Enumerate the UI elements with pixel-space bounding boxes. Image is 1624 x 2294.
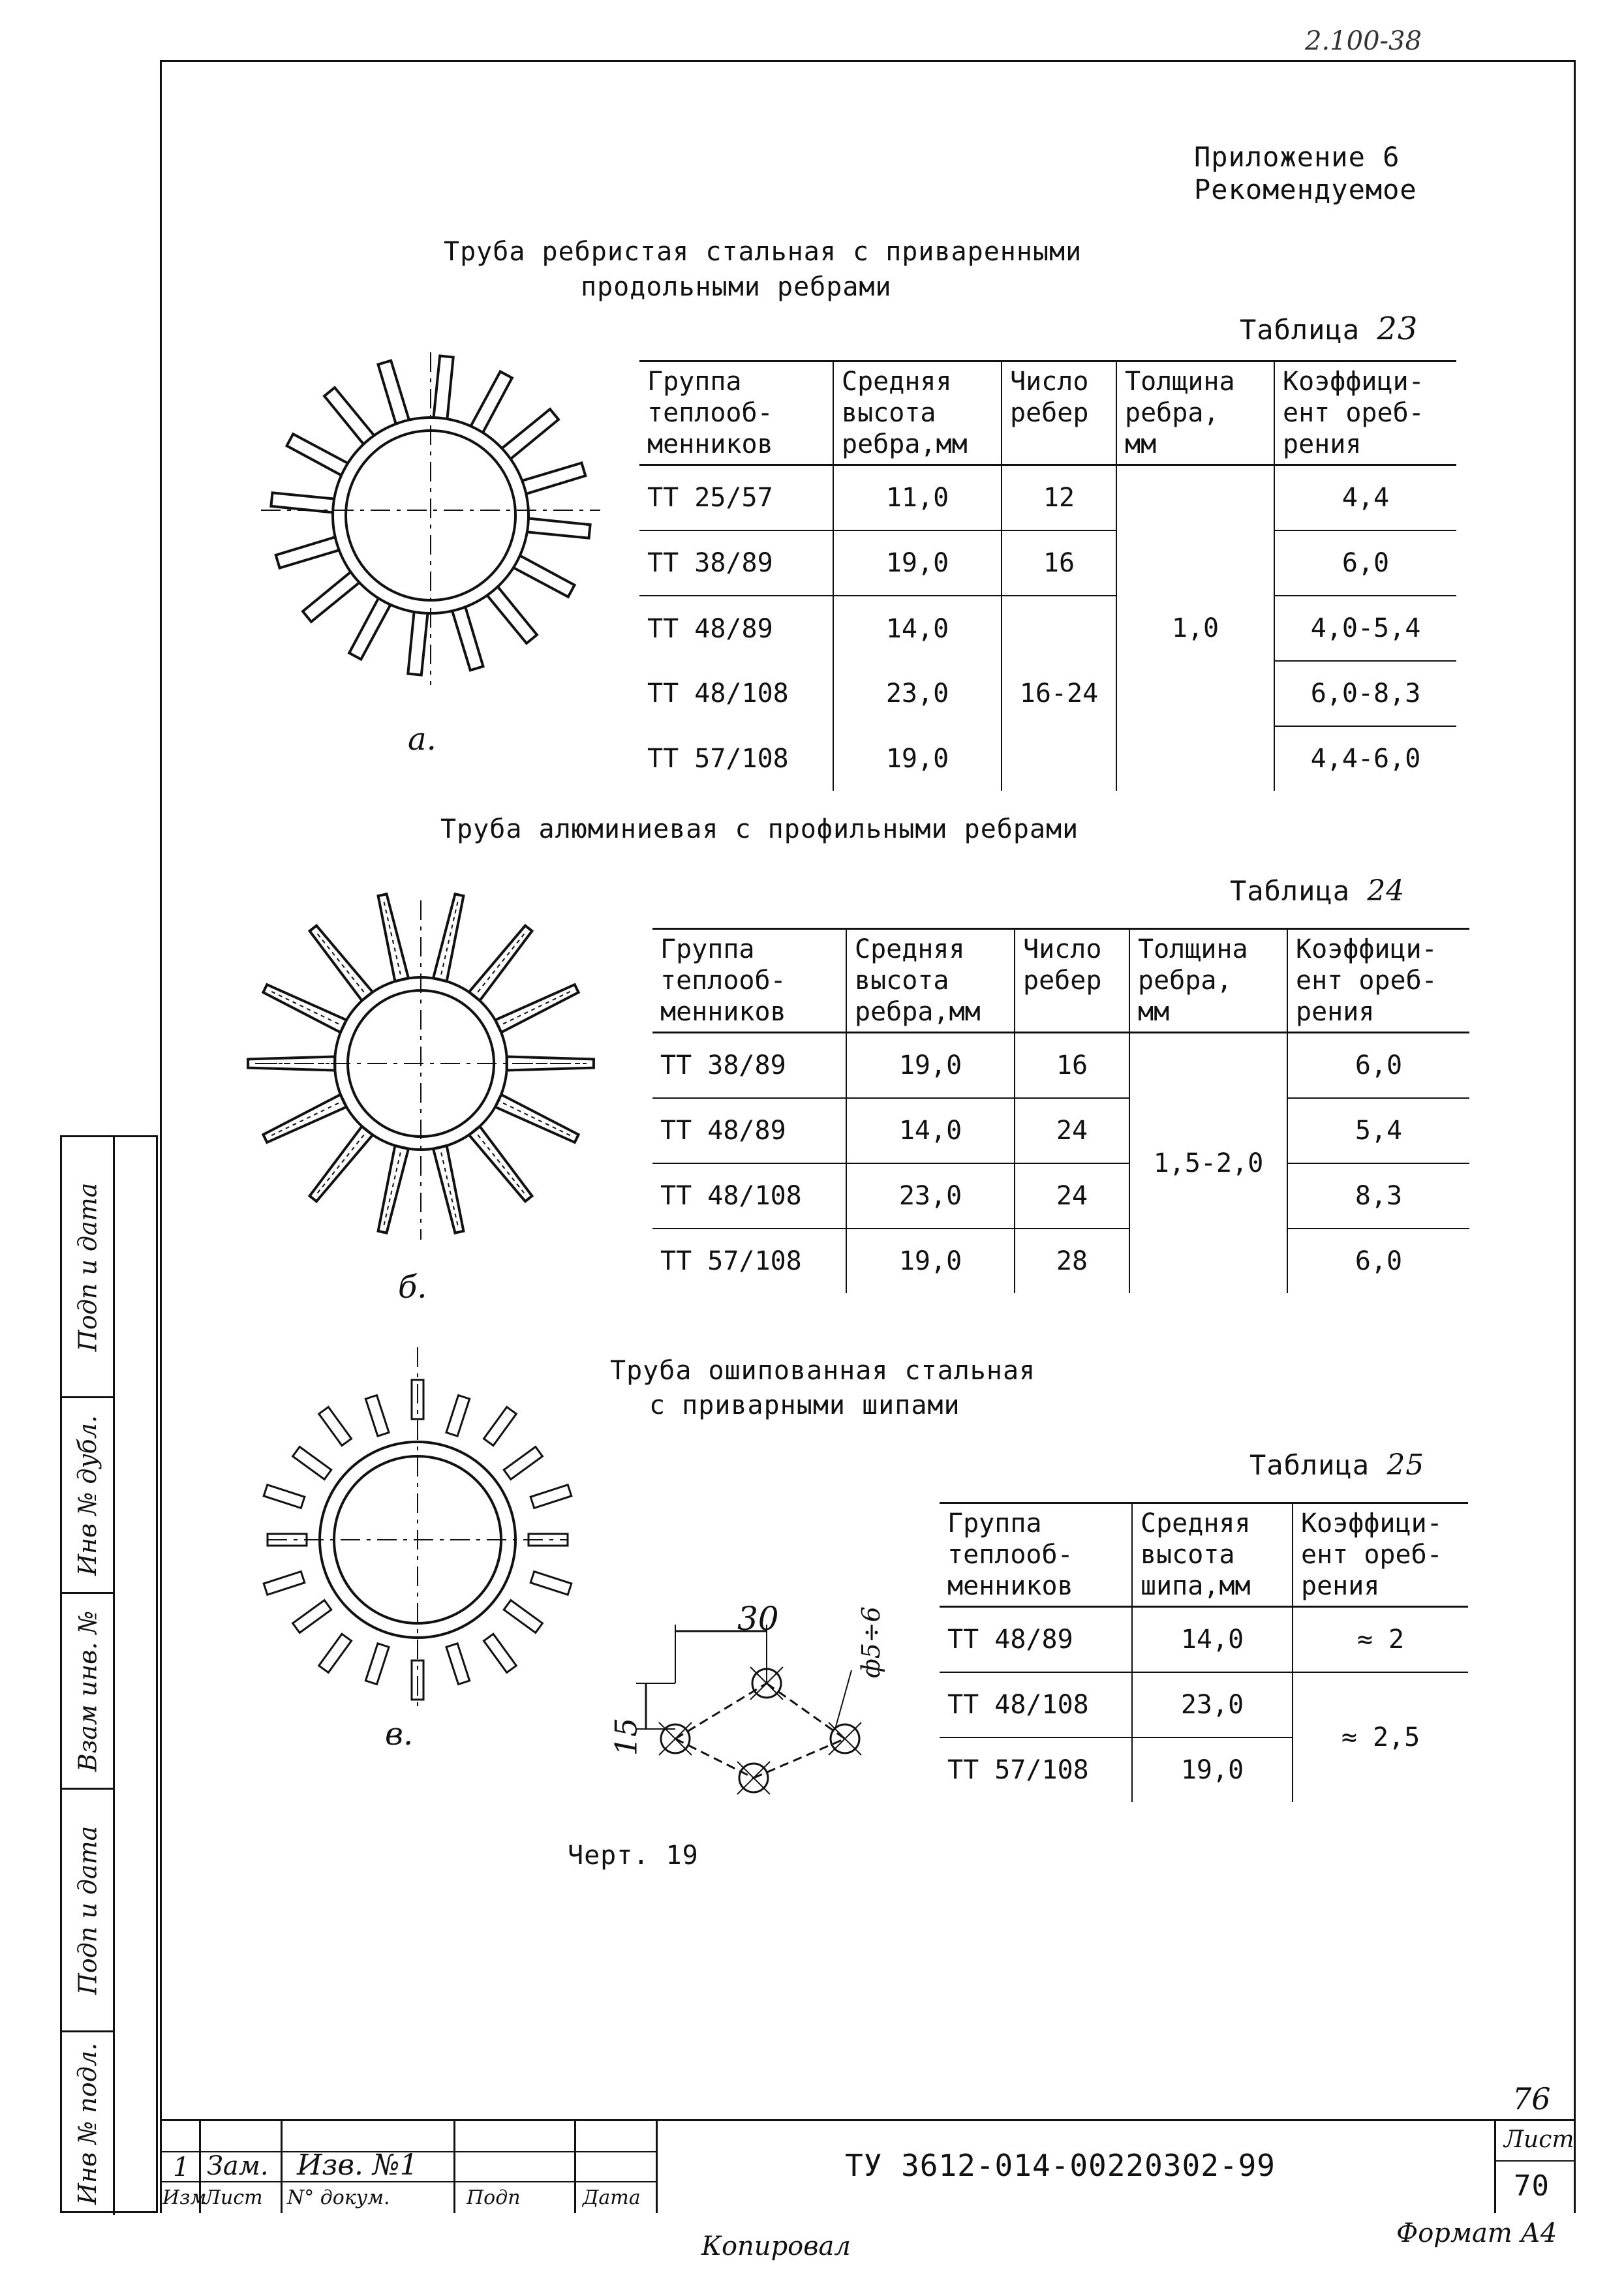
stud [293,1600,331,1633]
fin [378,894,408,981]
table-24 [652,928,1469,1293]
table23-r1-count: 12 [1002,465,1116,531]
table23-col-group: Группа теплооб- менников [639,361,833,465]
section3-title-line1: Труба ошипованная стальная [610,1356,1036,1386]
table24-r2-group: ТТ 48/89 [652,1098,846,1163]
stud [483,1407,516,1446]
table23-r3-group: ТТ 48/89 [639,596,833,661]
table25-caption-label: Таблица [1249,1449,1370,1481]
table24-r4-count: 28 [1015,1229,1129,1293]
corner-mark: 2.100-38 [1305,26,1422,56]
table23-count-merged: 16-24 [1002,596,1116,791]
dim-diameter: ф5÷6 [856,1606,885,1678]
dim-30: 30 [737,1600,779,1638]
fin [408,612,427,675]
table24-r4-height: 19,0 [846,1229,1015,1293]
appendix-number: Приложение 6 [1194,141,1400,173]
table23-r2-count: 16 [1002,530,1116,596]
table23-col-count: Число ребер [1002,361,1116,465]
fin [434,356,453,419]
table23-r4-group: ТТ 48/108 [639,661,833,726]
table25-col-group: Группа теплооб- менников [940,1503,1132,1607]
side-cell-podp-data-2: Подп и дата [62,1790,113,2032]
title-block-change-doc: Изв. №1 [297,2149,418,2182]
fin [378,1146,408,1233]
table24-r1-group: ТТ 38/89 [652,1033,846,1099]
table24-r2-coef: 5,4 [1287,1098,1469,1163]
fin [271,493,334,512]
table25-r2-group: ТТ 48/108 [940,1672,1132,1737]
title-block-change-kind: Зам. [207,2151,269,2181]
table23-r2-group: ТТ 38/89 [639,530,833,596]
table25-coef-merged: ≈ 2,5 [1293,1672,1468,1802]
table23-r1-group: ТТ 25/57 [639,465,833,531]
stud [504,1447,542,1480]
table25-r1-height: 14,0 [1132,1607,1293,1673]
table25-caption [1249,1448,1424,1482]
table24-col-height: Средняя высота ребра,мм [846,929,1015,1033]
fin [502,409,559,459]
table-row [940,1672,1468,1737]
figure-v-label: в. [385,1716,414,1752]
fin-hatch [503,991,571,1024]
fin [513,556,575,597]
side-cell-inv-dubl: Инв № дубл. [62,1398,113,1594]
table-row [639,596,1456,661]
table25-r3-group: ТТ 57/108 [940,1737,1132,1802]
stud [365,1644,389,1685]
table24-col-count: Число ребер [1015,929,1129,1033]
side-stamp-divider [113,1137,115,2215]
figure-v-studded-tube [254,1344,581,1709]
drawing-caption: Черт. 19 [568,1841,699,1871]
table23-r1-height: 11,0 [833,465,1002,531]
table25-r1-coef: ≈ 2 [1293,1607,1468,1673]
figure-b-profile-fins [232,874,610,1253]
fin-hatch [317,934,364,992]
stud [483,1634,516,1672]
col-doc: N° докум. [287,2186,390,2209]
table25-col-height: Средняя высота шипа,мм [1132,1503,1293,1607]
table24-r1-height: 19,0 [846,1033,1015,1099]
title-block [160,2119,1576,2213]
table24-col-group: Группа теплооб- менников [652,929,846,1033]
table24-r3-coef: 8,3 [1287,1163,1469,1229]
fin [487,587,537,643]
table-row [639,530,1456,596]
table23-r5-coef: 4,4-6,0 [1274,726,1456,791]
table25-col-coef: Коэффици- ент ореб- рения [1293,1503,1468,1607]
table25-header-row [940,1503,1468,1607]
fin [495,985,579,1032]
document-code: ТУ 3612-014-00220302-99 [845,2148,1276,2183]
side-cell-inv-podl: Инв № подл. [73,2042,102,2205]
appendix-status: Рекомендуемое [1194,174,1417,206]
table24-r1-coef: 6,0 [1287,1033,1469,1099]
col-sign: Подп [467,2186,521,2209]
table24-r1-count: 16 [1015,1033,1129,1099]
table23-thickness-merged: 1,0 [1116,465,1274,791]
fin [263,985,346,1032]
section3-title-line2: с приварными шипами [649,1390,960,1420]
fin [303,572,360,622]
table24-caption-label: Таблица [1230,875,1351,907]
table-row [652,1163,1469,1229]
section1-title-line1: Труба ребристая стальная с приваренными [444,237,1082,267]
table23-r3-height: 14,0 [833,596,1002,661]
fin-hatch [503,1103,571,1136]
fin [263,1095,346,1142]
stud [319,1634,352,1672]
fin [287,434,348,475]
stud [530,1572,572,1595]
fin-hatch [478,1135,525,1194]
table23-col-thickness: Толщина ребра, мм [1116,361,1274,465]
fin [495,1095,579,1142]
col-izm: Изм [162,2186,207,2209]
table24-header-row [652,929,1469,1033]
fin [378,361,409,424]
stud [319,1407,352,1446]
stud [504,1600,542,1633]
table-row [652,1033,1469,1099]
fin [522,463,585,494]
table23-caption [1240,312,1418,347]
section1-title-line2: продольными ребрами [581,272,892,302]
table24-thickness-merged: 1,5-2,0 [1129,1033,1287,1294]
table23-r4-coef: 6,0-8,3 [1274,661,1456,726]
fin [433,1146,463,1233]
table24-col-coef: Коэффици- ент ореб- рения [1287,929,1469,1033]
sheet-number: 70 [1514,2169,1550,2203]
fin-hatch [271,991,339,1024]
table-row [639,465,1456,531]
table-25 [940,1502,1468,1802]
fin [471,372,512,433]
table23-header-row [639,361,1456,465]
stud [264,1485,305,1508]
col-date: Дата [583,2186,641,2209]
table24-col-thickness: Толщина ребра, мм [1129,929,1287,1033]
figure-a-longitudinal-fins [248,339,613,705]
side-cell-vzam: Взам инв. № [62,1594,113,1790]
table23-r1-coef: 4,4 [1274,465,1456,531]
table24-caption-number: 24 [1367,874,1405,908]
table24-r3-group: ТТ 48/108 [652,1163,846,1229]
fin-hatch [478,934,525,992]
stud [446,1395,470,1436]
table-row [652,1098,1469,1163]
table24-caption [1230,874,1405,908]
table23-r3-coef: 4,0-5,4 [1274,596,1456,661]
table23-caption-number: 23 [1377,311,1418,347]
table-23 [639,360,1456,791]
table24-r2-height: 14,0 [846,1098,1015,1163]
table25-r3-height: 19,0 [1132,1737,1293,1802]
figure-b-label: б. [398,1269,427,1306]
side-stamp [60,1135,158,2213]
table24-r2-count: 24 [1015,1098,1129,1163]
table24-r4-coef: 6,0 [1287,1229,1469,1293]
fin [433,894,463,981]
table23-r2-height: 19,0 [833,530,1002,596]
footer-format: Формат А4 [1396,2218,1557,2248]
title-block-revision: 1 [173,2152,190,2182]
dim-15: 15 [608,1717,644,1756]
stud [530,1485,572,1508]
table25-r1-group: ТТ 48/89 [940,1607,1132,1673]
stud [293,1447,331,1480]
fin [349,598,390,660]
table23-r5-group: ТТ 57/108 [639,726,833,791]
fin-hatch [271,1103,339,1136]
stud [264,1572,305,1595]
sheet-label: Лист [1504,2126,1574,2153]
fin [324,388,374,444]
fin [452,607,483,670]
stud [365,1395,389,1436]
table25-caption-number: 25 [1387,1448,1425,1482]
handwritten-page-number: 76 [1512,2081,1551,2117]
table24-r3-height: 23,0 [846,1163,1015,1229]
table23-r2-coef: 6,0 [1274,530,1456,596]
stud [446,1644,470,1685]
section2-title: Труба алюминиевая с профильными ребрами [440,814,1079,844]
table23-r4-height: 23,0 [833,661,1002,726]
side-cell-podp-data-1: Подп и дата [62,1137,113,1398]
table-row [940,1607,1468,1673]
table24-r4-group: ТТ 57/108 [652,1229,846,1293]
figure-a-label: а. [408,721,437,757]
fin-hatch [317,1135,364,1194]
table23-col-coef: Коэффици- ент ореб- рения [1274,361,1456,465]
table24-r3-count: 24 [1015,1163,1129,1229]
table25-r2-height: 23,0 [1132,1672,1293,1737]
table23-r5-height: 19,0 [833,726,1002,791]
fin [527,519,590,538]
table23-col-height: Средняя высота ребра,мм [833,361,1002,465]
table-row [652,1229,1469,1293]
fin [276,537,339,568]
footer-copied: Копировал [701,2231,851,2261]
table23-caption-label: Таблица [1240,314,1360,346]
col-list: Лист [204,2186,263,2209]
